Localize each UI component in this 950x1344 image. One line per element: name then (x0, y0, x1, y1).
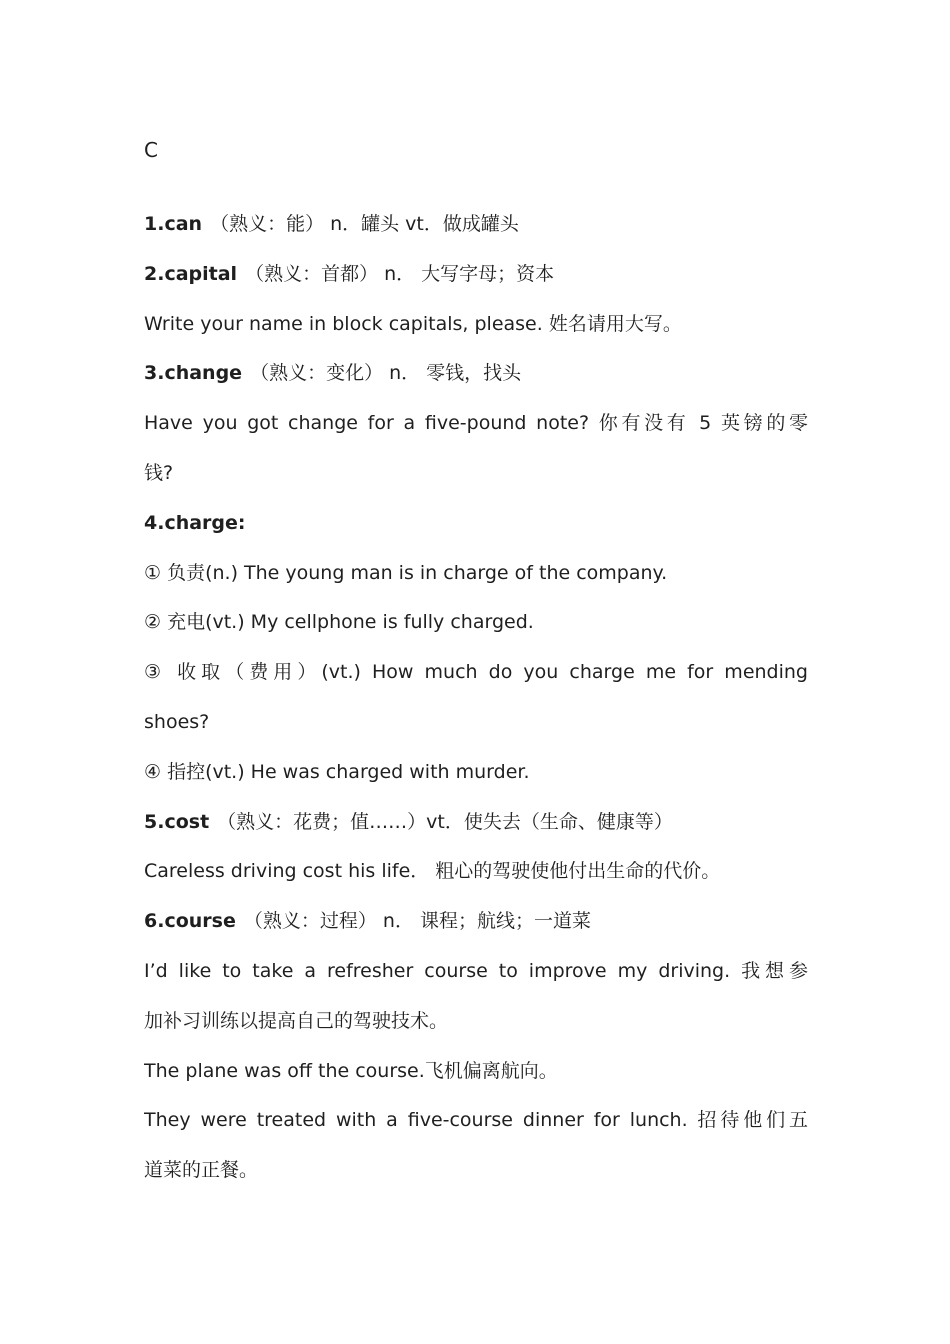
entry-can-heading (144, 200, 808, 250)
sense-charge-3b: shoes? (144, 710, 210, 733)
headword-cost: 5.cost (144, 810, 210, 833)
vocabulary-list (144, 200, 808, 1196)
sense-charge-3a: ③ 收取（费用）(vt.) How much do you charge me for mending (144, 661, 808, 684)
entry-change-heading (144, 349, 808, 399)
sense-charge-4: ④ 指控(vt.) He was charged with murder. (144, 760, 530, 783)
gloss-can: （熟义：能） n．罐头 vt．做成罐头 (210, 213, 519, 235)
example-change-1b: 钱? (144, 461, 174, 484)
entry-course-heading (144, 897, 808, 947)
headword-change: 3.change (144, 362, 243, 385)
example-cost-1: Careless driving cost his life． 粗心的驾驶使他付出生命的代价。 (144, 860, 721, 883)
section-letter: C (144, 138, 158, 162)
headword-charge: 4.charge: (144, 511, 246, 534)
sense-charge-2: ② 充电(vt.) My cellphone is fully charged. (144, 611, 534, 634)
headword-can: 1.can (144, 213, 203, 235)
example-course-2: The plane was off the course.飞机偏离航向。 (144, 1059, 558, 1082)
gloss-change: （熟义：变化） n． 零钱，找头 (250, 362, 522, 385)
example-course-1a: I’d like to take a refresher course to improve my driving. 我想参 (144, 959, 808, 982)
entry-capital-heading (144, 250, 808, 300)
example-change-1a: Have you got change for a five-pound note? 你有没有 5 英镑的零 (144, 412, 808, 435)
sense-charge-1: ① 负责(n.) The young man is in charge of the company. (144, 561, 668, 584)
example-course-3b: 道菜的正餐。 (144, 1159, 259, 1182)
gloss-capital: （熟义：首都） n． 大写字母；资本 (245, 262, 555, 285)
gloss-course: （熟义：过程） n． 课程；航线；一道菜 (243, 910, 591, 933)
headword-course: 6.course (144, 910, 236, 933)
entry-charge-heading (144, 499, 808, 549)
example-course-3a: They were treated with a five-course dinner for lunch. 招待他们五 (144, 1109, 808, 1132)
example-capital-1: Write your name in block capitals, please. 姓名请用大写。 (144, 312, 682, 335)
example-course-1b: 加补习训练以提高自己的驾驶技术。 (144, 1009, 449, 1032)
headword-capital: 2.capital (144, 262, 238, 285)
entry-cost-heading (144, 798, 808, 848)
gloss-cost: （熟义：花费；值……）vt．使失去（生命、健康等） (217, 810, 673, 833)
